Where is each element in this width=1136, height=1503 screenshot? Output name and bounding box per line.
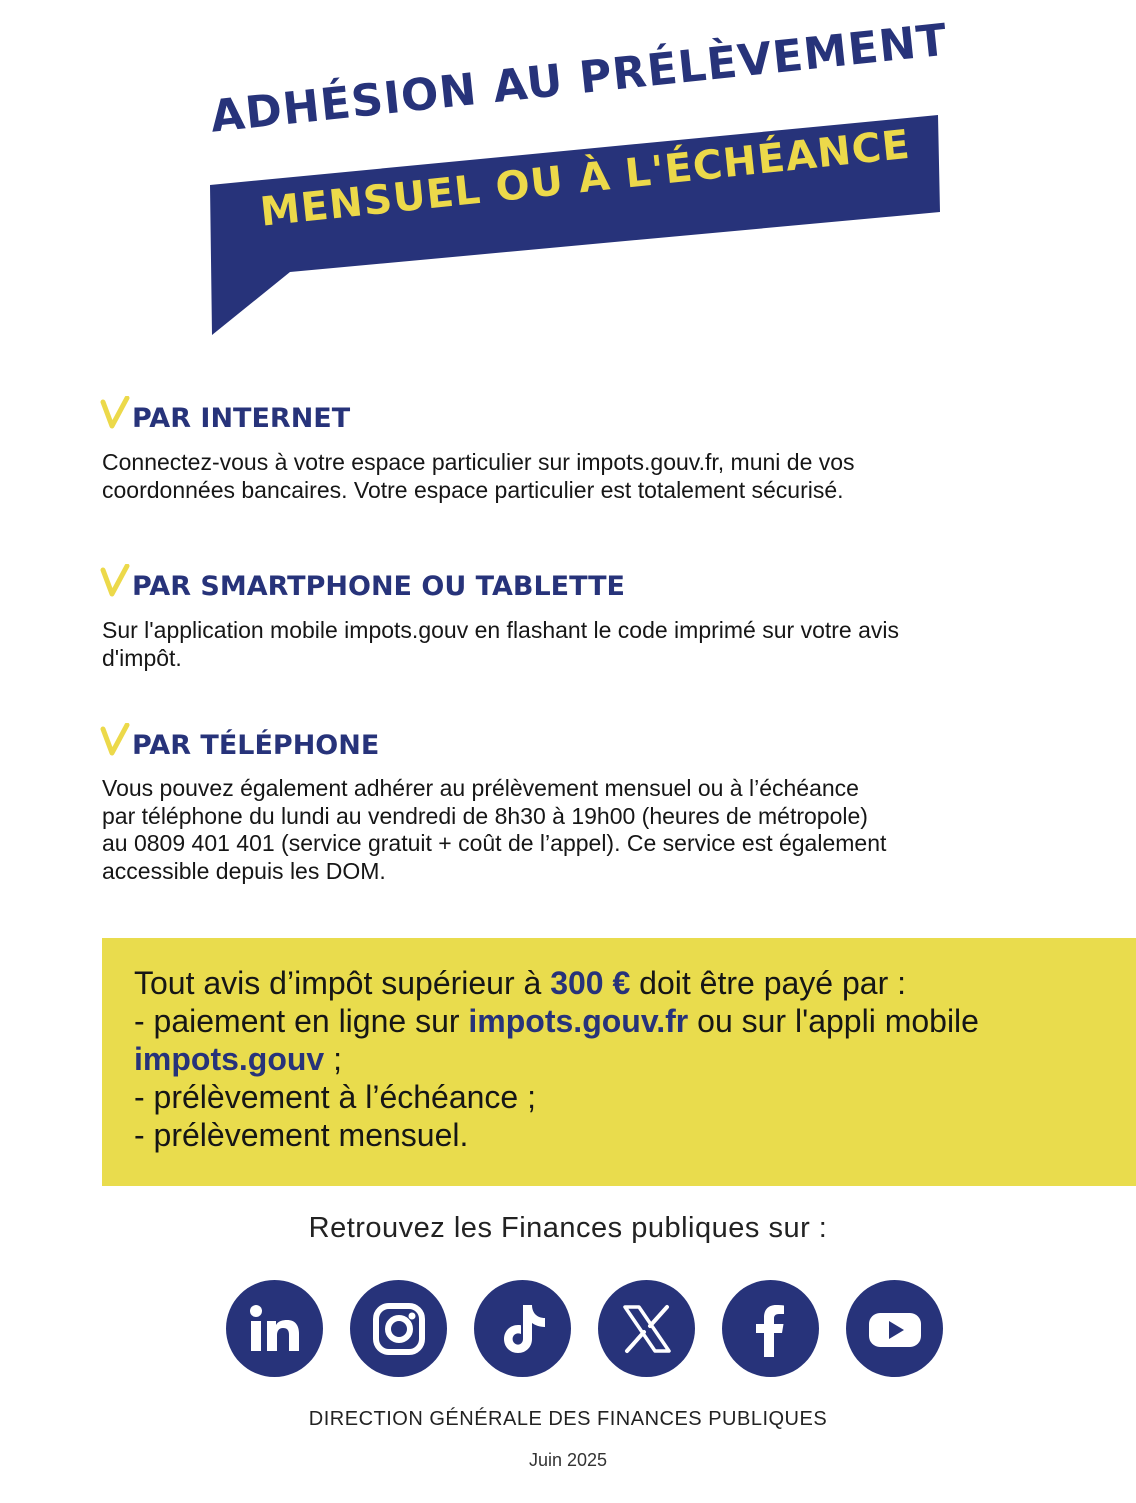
impots-website-link[interactable]: impots.gouv.fr [468,1003,689,1039]
x-icon[interactable] [598,1280,695,1377]
callout-text-part: ; [324,1041,342,1077]
check-icon [100,396,130,430]
section-body: Sur l'application mobile impots.gouv en flashant le code imprimé sur votre avis d'impôt. [102,617,899,671]
callout-text-part: - paiement en ligne sur [134,1003,469,1039]
section-title: PAR SMARTPHONE OU TABLETTE [132,571,626,602]
youtube-icon[interactable] [846,1280,943,1377]
payment-callout [102,938,1136,1186]
section-smartphone [100,558,1060,672]
social-links [226,1280,943,1377]
social-label: Retrouvez les Finances publiques sur : [308,1212,828,1244]
title-banner [0,0,1136,360]
linkedin-icon[interactable] [226,1280,323,1377]
footer-date: Juin 2025 [528,1450,608,1470]
callout-text-part: ou sur l'appli mobile [688,1003,979,1039]
impots-app-link[interactable]: impots.gouv [134,1041,325,1077]
footer-organization: DIRECTION GÉNÉRALE DES FINANCES PUBLIQUES [308,1408,828,1430]
callout-text [134,964,1094,1154]
callout-line-2 [134,1002,1094,1040]
section-internet [100,390,1060,504]
callout-line-4: - prélèvement à l’échéance ; [134,1079,536,1115]
callout-line-3 [134,1040,1094,1078]
check-icon [100,723,130,757]
callout-line-1 [134,964,1094,1002]
title-line-2: MENSUEL OU À L'ÉCHÉANCE [258,121,913,236]
tiktok-icon[interactable] [474,1280,571,1377]
section-telephone [100,717,1060,885]
callout-text-part: doit être payé par : [630,965,906,1001]
section-title: PAR INTERNET [132,403,351,434]
instagram-icon[interactable] [350,1280,447,1377]
section-body: Connectez-vous à votre espace particulier sur impots.gouv.fr, muni de vos coordonnées bancaires. Votre espace particulier est totalement sécurisé. [102,449,855,503]
facebook-icon[interactable] [722,1280,819,1377]
callout-line-5: - prélèvement mensuel. [134,1117,469,1153]
callout-text-part: Tout avis d’impôt supérieur à [134,965,551,1001]
amount-threshold: 300 € [550,965,631,1001]
check-icon [100,564,130,598]
title-line-1: ADHÉSION AU PRÉLÈVEMENT [208,14,951,143]
section-body: Vous pouvez également adhérer au prélèvement mensuel ou à l’échéance par téléphone du lundi au vendredi de 8h30 à 19h00 (heures de métropole) au 0809 401 401 (service gratuit + coût de l’appel). Ce service est également accessible depuis les DOM. [102,775,887,884]
section-title: PAR TÉLÉPHONE [132,730,380,761]
